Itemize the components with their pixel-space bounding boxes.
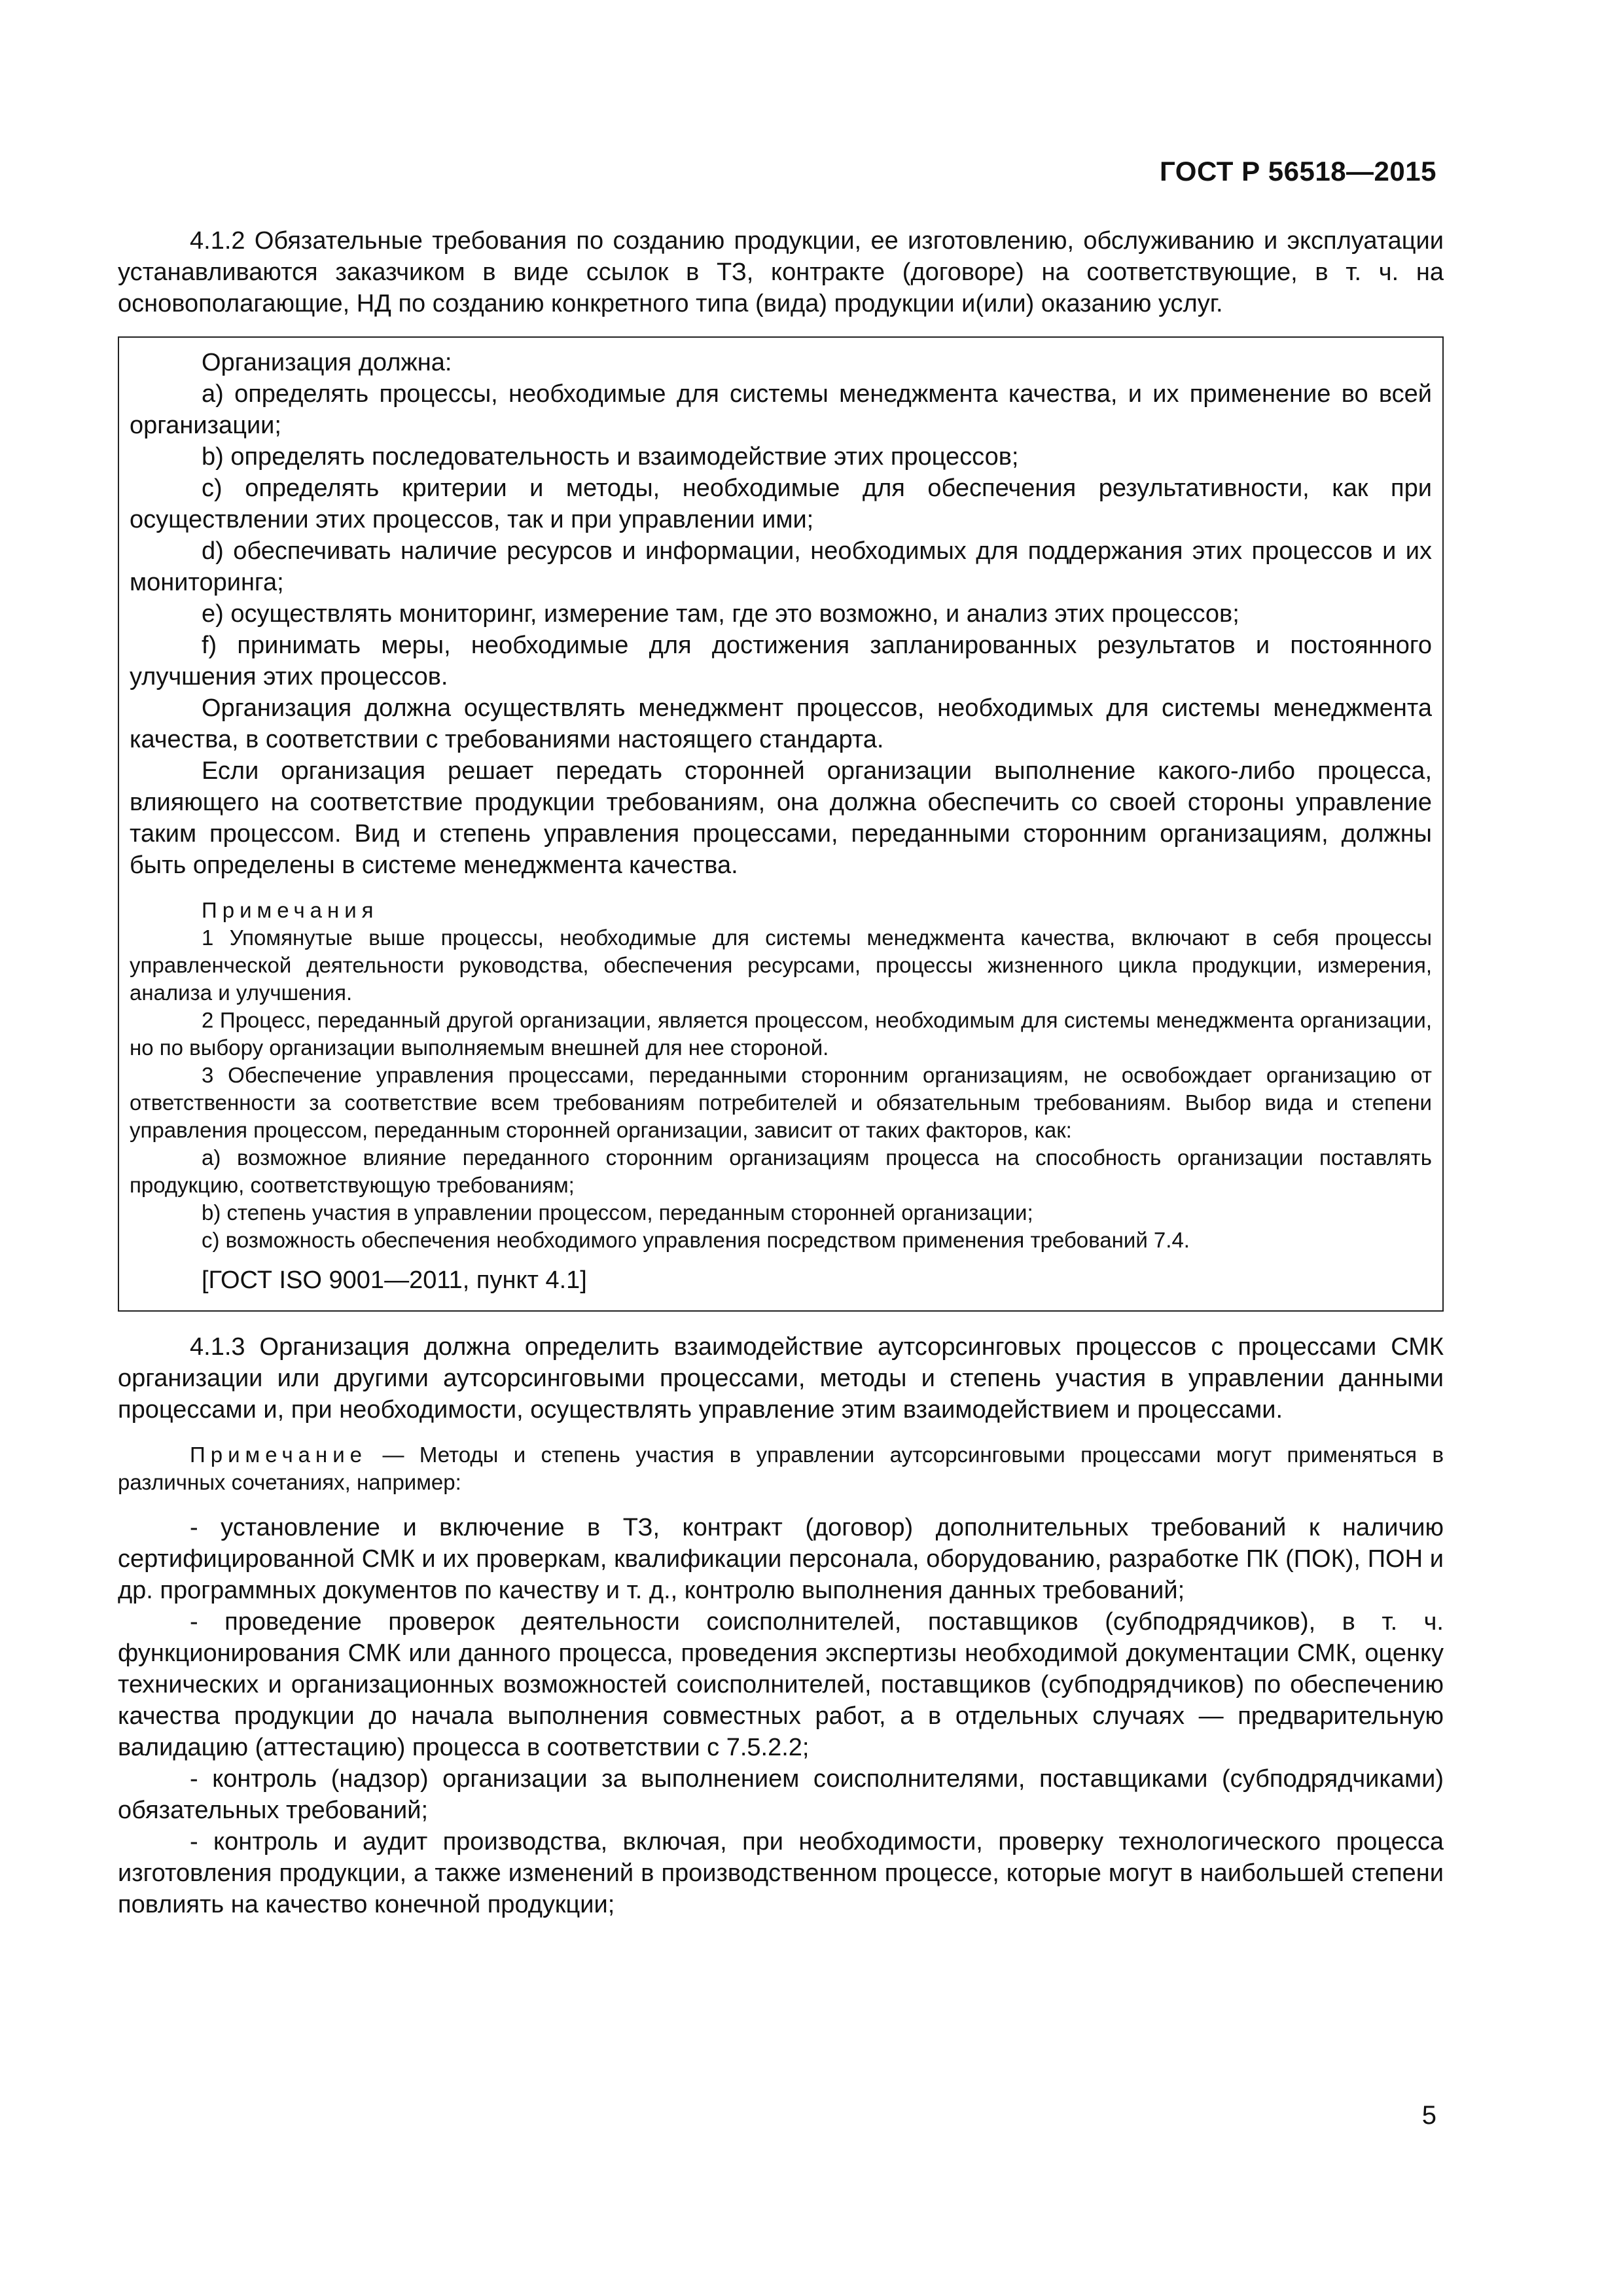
page-content <box>118 225 1444 1920</box>
quote-item: c) определять критерии и методы, необходимые для обеспечения результативности, как при осуществлении этих процессов, так и при управлении ими; <box>130 475 1432 533</box>
notes-title: Примечания <box>202 898 379 922</box>
note-text: — Методы и степень участия в управлении аутсорсинговыми процессами могут применяться в различных сочетаниях, например: <box>118 1443 1444 1494</box>
quote-item: e) осуществлять мониторинг, измерение там, где это возможно, и анализ этих процессов; <box>202 600 1240 628</box>
quote-paragraph: Организация должна осуществлять менеджмент процессов, необходимых для системы менеджмента качества, в соответствии с требованиями настоящего стандарта. <box>130 694 1432 753</box>
notes-block <box>130 897 1432 1254</box>
citation: [ГОСТ ISO 9001—2011, пункт 4.1] <box>202 1266 587 1294</box>
quote-lead: Организация должна: <box>202 349 452 376</box>
note-subitem: c) возможность обеспечения необходимого управления посредством применения требований 7.4. <box>202 1228 1190 1252</box>
bullet-item: - контроль и аудит производства, включая, при необходимости, проверку технологического процесса изготовления продукции, а также изменений в производственном процессе, которые могут в наибольшей степени повлиять на качество конечной продукции; <box>118 1828 1444 1918</box>
paragraph-4-1-2: 4.1.2 Обязательные требования по созданию продукции, ее изготовлению, обслуживанию и эксплуатации устанавливаются заказчиком в виде ссылок в ТЗ, контракте (договоре) на соответствующие, в т. ч. на основополагающие, НД по созданию конкретного типа (вида) продукции и(или) оказанию услуг. <box>118 227 1444 317</box>
note-label: Примечание <box>190 1443 368 1467</box>
quote-item: f) принимать меры, необходимые для достижения запланированных результатов и постоянного улучшения этих процессов. <box>130 632 1432 691</box>
quote-item: а) определять процессы, необходимые для системы менеджмента качества, и их применение во всей организации; <box>130 380 1432 439</box>
document-header: ГОСТ Р 56518—2015 <box>1160 156 1436 187</box>
note-item: 1 Упомянутые выше процессы, необходимые для системы менеджмента качества, включают в себя процессы управленческой деятельности руководства, обеспечения ресурсами, процессы жизненного цикла продукции, измерения, анализа и улучшения. <box>130 925 1432 1005</box>
bullet-item: - проведение проверок деятельности соисполнителей, поставщиков (субподрядчиков), в т. ч. функционирования СМК или данного процесса, проведения экспертизы необходимой документации СМК, оценку технических и организационных возможностей соисполнителей, поставщиков (субподрядчиков) по обеспечению качества продукции до начала выполнения совместных работ, а в отдельных случаях — предварительную валидацию (аттестацию) процесса в соответствии с 7.5.2.2; <box>118 1608 1444 1761</box>
note-subitem: b) степень участия в управлении процессом, переданным сторонней организации; <box>202 1200 1033 1225</box>
note-item: 2 Процесс, переданный другой организации, является процессом, необходимым для системы менеджмента организации, но по выбору организации выполняемым внешней для нее стороной. <box>130 1008 1432 1060</box>
quote-paragraph: Если организация решает передать сторонней организации выполнение какого-либо процесса, влияющего на соответствие продукции требованиям, она должна обеспечить со своей стороны управление таким процессом. Вид и степень управления процессами, переданными сторонним организациям, должны быть определены в системе менеджмента качества. <box>130 757 1432 879</box>
quote-item: d) обеспечивать наличие ресурсов и информации, необходимых для поддержания этих процессов и их мониторинга; <box>130 537 1432 596</box>
page-number: 5 <box>1421 2101 1436 2130</box>
note-item: 3 Обеспечение управления процессами, переданными сторонним организациям, не освобождает организацию от ответственности за соответствие всем требованиям потребителей и обязательным требованиям. Выбор вида и степени управления процессом, переданным сторонней организации, зависит от таких факторов, как: <box>130 1063 1432 1142</box>
note-subitem: а) возможное влияние переданного сторонним организациям процесса на способность организации поставлять продукцию, соответствующую требованиям; <box>130 1145 1432 1197</box>
note-inline <box>118 1441 1444 1496</box>
quote-box <box>118 336 1444 1312</box>
bullet-item: - установление и включение в ТЗ, контракт (договор) дополнительных требований к наличию сертифицированной СМК и их проверкам, квалификации персонала, оборудованию, разработке ПК (ПОК), ПОН и др. программных документов по качеству и т. д., контролю выполнения данных требований; <box>118 1514 1444 1604</box>
quote-item: b) определять последовательность и взаимодействие этих процессов; <box>202 443 1019 471</box>
paragraph-4-1-3: 4.1.3 Организация должна определить взаимодействие аутсорсинговых процессов с процессами СМК организации или другими аутсорсинговыми процессами, методы и степень участия в управлении данными процессами и, при необходимости, осуществлять управление этим взаимодействием и процессами. <box>118 1333 1444 1424</box>
bullet-item: - контроль (надзор) организации за выполнением соисполнителями, поставщиками (субподрядчиками) обязательных требований; <box>118 1765 1444 1824</box>
